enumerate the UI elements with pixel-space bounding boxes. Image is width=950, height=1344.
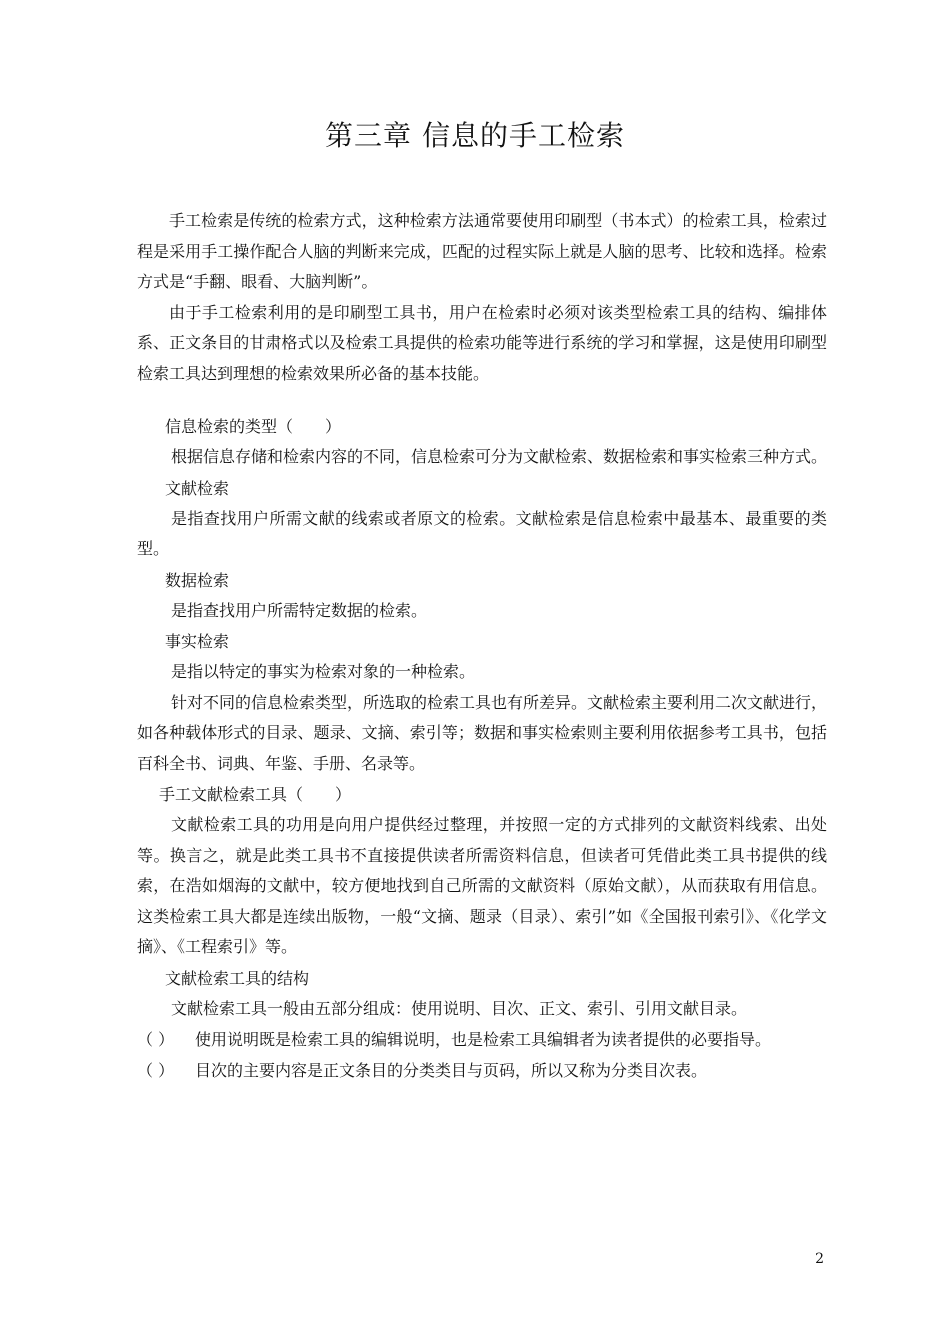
manual-tools-text: 文献检索工具的功用是向用户提供经过整理，并按照一定的方式排列的文献资料线索、出处等。换言之，就是此类工具书不直接提供读者所需资料信息，但读者可凭借此类工具书提供的线索，在浩如烟海的文献中，较方便地找到自己所需的文献资料（原始文献），从而获取有用信息。这类检索工具大都是连续出版物，一般“文摘、题录（目录）、索引”如《全国报刊索引》、《化学文摘》、《工程索引》等。 bbox=[137, 815, 827, 956]
chapter-title: 第三章 信息的手工检索 bbox=[325, 119, 625, 152]
fact-heading: 事实检索 bbox=[165, 632, 230, 651]
types-intro: 根据信息存储和检索内容的不同，信息检索可分为文献检索、数据检索和事实检索三种方式。 bbox=[171, 447, 828, 466]
types-heading: 信息检索的类型（ ） bbox=[165, 417, 342, 436]
page-number: 2 bbox=[815, 1251, 824, 1267]
fact-text: 是指以特定的事实为检索对象的一种检索。 bbox=[171, 662, 476, 681]
body-text bbox=[137, 206, 827, 1086]
intro-paragraph-1: 手工检索是传统的检索方式，这种检索方法通常要使用印刷型（书本式）的检索工具，检索过程是采用手工操作配合人脑的判断来完成，匹配的过程实际上就是人脑的思考、比较和选择。检索方式是“手翻、眼看、大脑判断”。 bbox=[137, 211, 827, 291]
structure-heading: 文献检索工具的结构 bbox=[165, 968, 310, 988]
manual-tools-heading: 手工文献检索工具（ ） bbox=[159, 785, 352, 804]
choice-text: 使用说明既是检索工具的编辑说明，也是检索工具编辑者为读者提供的必要指导。 bbox=[195, 1030, 772, 1049]
choice-item-1 bbox=[137, 1024, 827, 1055]
choice-text: 目次的主要内容是正文条目的分类类目与页码，所以又称为分类目次表。 bbox=[195, 1061, 708, 1080]
spacer bbox=[137, 389, 827, 411]
intro-paragraph-2: 由于手工检索利用的是印刷型工具书，用户在检索时必须对该类型检索工具的结构、编排体系、正文条目的甘肃格式以及检索工具提供的检索功能等进行系统的学习和掌握，这是使用印刷型检索工具达到理想的检索效果所必备的基本技能。 bbox=[137, 302, 827, 383]
choice-item-2 bbox=[137, 1055, 827, 1086]
structure-text: 文献检索工具一般由五部分组成：使用说明、目次、正文、索引、引用文献目录。 bbox=[171, 998, 748, 1018]
choice-mark: （ ） bbox=[137, 1061, 175, 1080]
choice-mark: （ ） bbox=[137, 1030, 175, 1049]
literature-text: 是指查找用户所需文献的线索或者原文的检索。文献检索是信息检索中最基本、最重要的类型。 bbox=[137, 508, 827, 558]
tools-note: 针对不同的信息检索类型，所选取的检索工具也有所差异。文献检索主要利用二次文献进行，如各种载体形式的目录、题录、文摘、索引等；数据和事实检索则主要利用依据参考工具书，包括百科全书、词典、年鉴、手册、名录等。 bbox=[137, 692, 828, 773]
data-heading: 数据检索 bbox=[165, 570, 230, 590]
data-text: 是指查找用户所需特定数据的检索。 bbox=[171, 600, 428, 620]
literature-heading: 文献检索 bbox=[165, 478, 230, 498]
